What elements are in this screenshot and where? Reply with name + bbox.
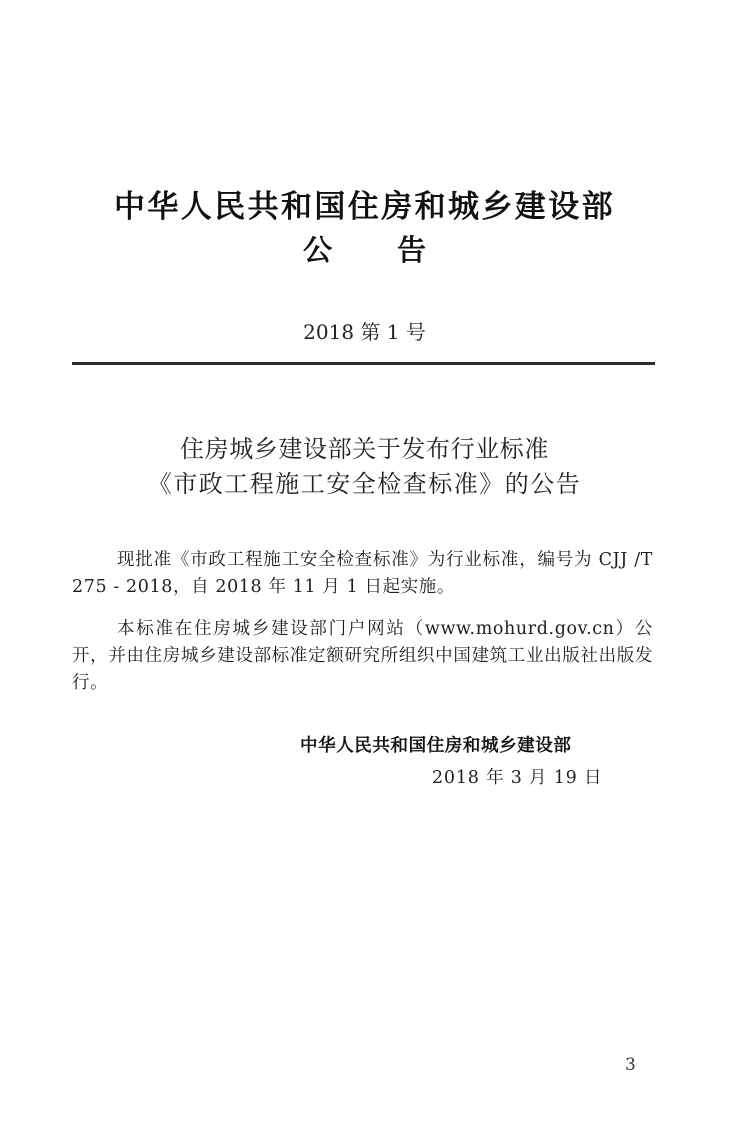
body-paragraph-2 [72,616,653,697]
document-type-heading [0,230,729,270]
issuer-title: 中华人民共和国住房和城乡建设部 [114,189,615,225]
header-divider [72,362,655,365]
document-type-char-2: 告 [396,233,426,267]
subject-line-1: 住房城乡建设部关于发布行业标准 [180,435,549,463]
document-type-char-1: 公 [302,233,332,267]
body-paragraph-1 [72,547,653,601]
paragraph-text: 现批准《市政工程施工安全检查标准》为行业标准，编号为 CJJ /T 275 - 2018，自 2018 年 11 月 1 日起实施。 [72,550,653,597]
paragraph-text: 本标准在住房城乡建设部门户网站（www.mohurd.gov.cn）公开，并由住房城乡建设部标准定额研究所组织中国建筑工业出版社出版发行。 [72,619,653,693]
signature-date: 2018 年 3 月 19 日 [432,768,603,788]
subject-line-2: 《市政工程施工安全检查标准》的公告 [147,470,582,498]
document-number: 2018 第 1 号 [303,320,426,344]
signature-organization: 中华人民共和国住房和城乡建设部 [300,736,572,756]
page-number: 3 [625,1055,636,1075]
